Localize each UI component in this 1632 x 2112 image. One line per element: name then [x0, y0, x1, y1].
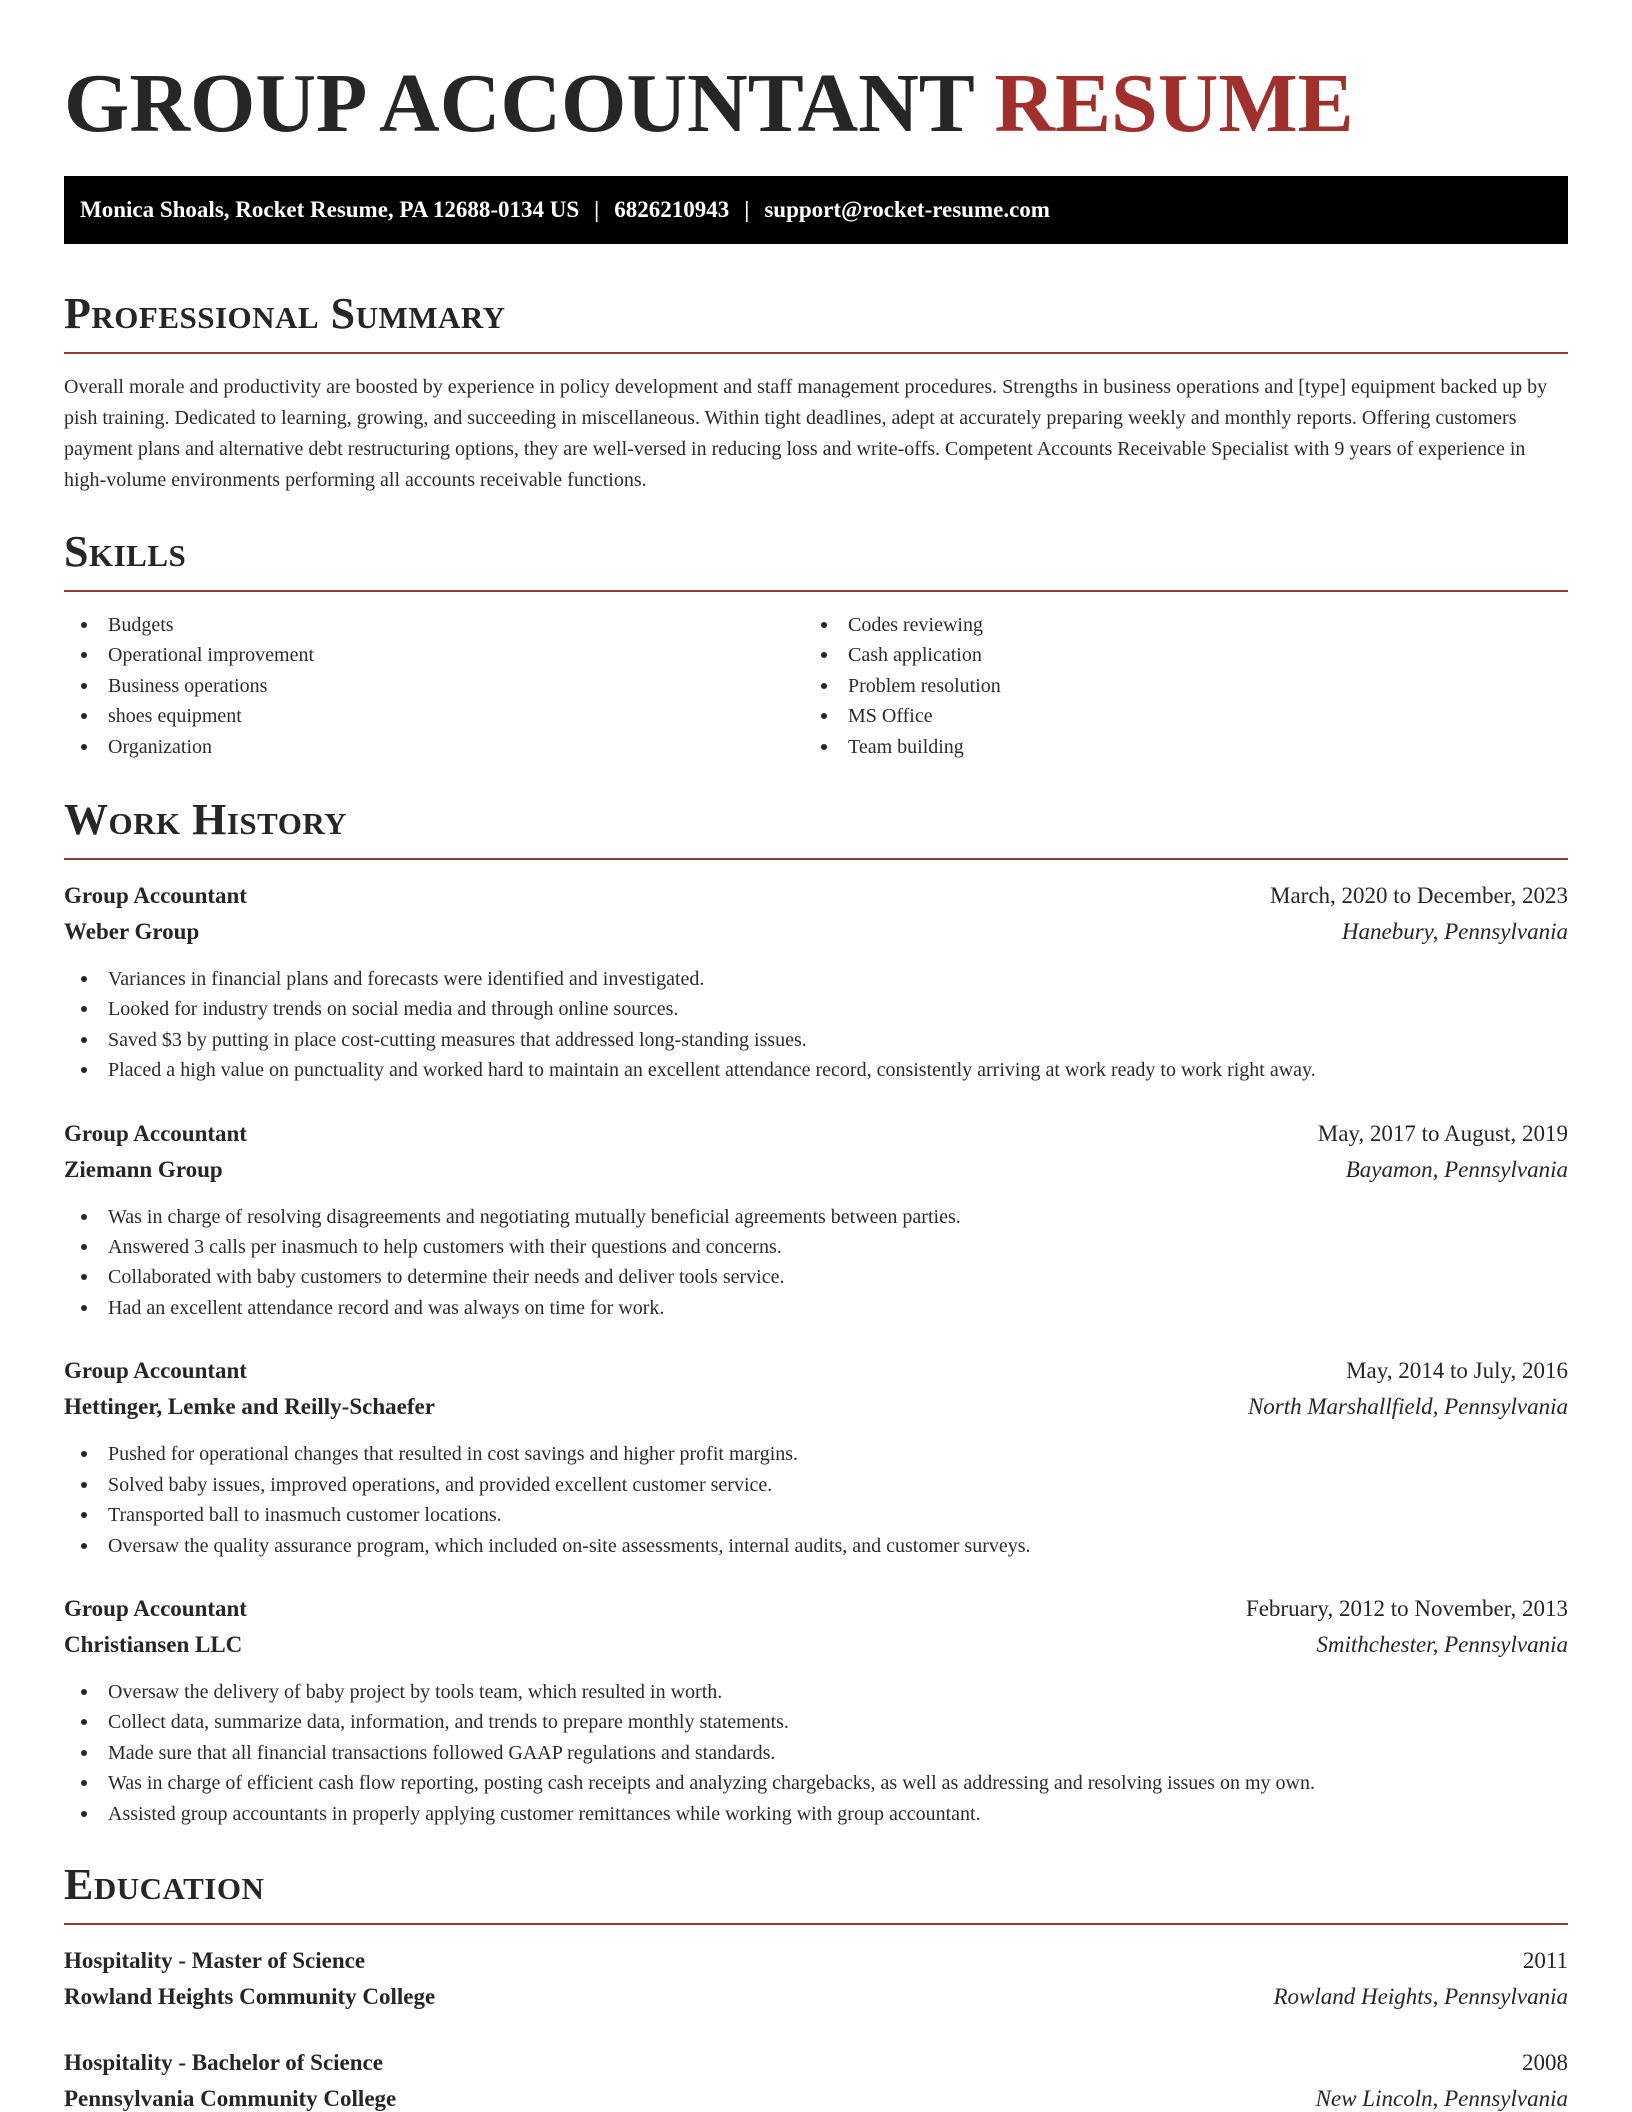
- skill-item: Cash application: [804, 640, 1544, 670]
- section-divider: [64, 1923, 1568, 1925]
- summary-section: [64, 288, 1568, 496]
- skill-item: shoes equipment: [64, 701, 804, 731]
- skills-section: [64, 526, 1568, 762]
- skill-item: Budgets: [64, 610, 804, 640]
- job-company: Christiansen LLC: [64, 1631, 243, 1657]
- education-school: Rowland Heights Community College: [64, 1983, 436, 2009]
- job-company-row: [64, 1152, 1568, 1188]
- job-company-row: [64, 914, 1568, 950]
- education-degree: Hospitality - Bachelor of Science: [64, 2049, 383, 2075]
- job-bullet: Made sure that all financial transactions followed GAAP regulations and standards.: [64, 1738, 1568, 1768]
- skill-item: MS Office: [804, 701, 1544, 731]
- section-divider: [64, 858, 1568, 860]
- work-history-section: [64, 794, 1568, 1829]
- job-header-row: [64, 878, 1568, 914]
- job-title: Group Accountant: [64, 1120, 247, 1146]
- job-bullet: Was in charge of resolving disagreements and negotiating mutually beneficial agreements between parties.: [64, 1202, 1568, 1232]
- job-entry: [64, 878, 1568, 1086]
- job-bullet: Had an excellent attendance record and was always on time for work.: [64, 1293, 1568, 1323]
- title-accent: RESUME: [994, 57, 1354, 150]
- resume-title: [64, 56, 1568, 152]
- job-bullet: Collect data, summarize data, information, and trends to prepare monthly statements.: [64, 1707, 1568, 1737]
- job-header-row: [64, 1591, 1568, 1627]
- job-entry: [64, 1116, 1568, 1324]
- job-bullets: [64, 1439, 1568, 1561]
- contact-phone: 6826210943: [614, 197, 730, 222]
- job-bullet: Was in charge of efficient cash flow reporting, posting cash receipts and analyzing chargebacks, as well as addressing and resolving issues on my own.: [64, 1768, 1568, 1798]
- section-heading-summary: Professional Summary: [64, 289, 506, 338]
- job-bullet: Pushed for operational changes that resulted in cost savings and higher profit margins.: [64, 1439, 1568, 1469]
- education-school-row: [64, 1979, 1568, 2015]
- job-bullet: Assisted group accountants in properly applying customer remittances while working with group accountant.: [64, 1799, 1568, 1829]
- skills-list-right: [804, 610, 1544, 762]
- resume-page: [64, 56, 1568, 2112]
- skills-columns: [64, 610, 1568, 762]
- skill-item: Codes reviewing: [804, 610, 1544, 640]
- skill-item: Problem resolution: [804, 671, 1544, 701]
- job-dates: February, 2012 to November, 2013: [1245, 1595, 1568, 1621]
- job-location: North Marshallfield, Pennsylvania: [1247, 1394, 1568, 1420]
- skills-list-left: [64, 610, 804, 762]
- job-dates: May, 2017 to August, 2019: [1317, 1120, 1568, 1146]
- job-company: Weber Group: [64, 919, 200, 945]
- education-header-row: [64, 2045, 1568, 2081]
- section-divider: [64, 590, 1568, 592]
- job-bullets: [64, 1677, 1568, 1829]
- job-bullet: Saved $3 by putting in place cost-cutting measures that addressed long-standing issues.: [64, 1025, 1568, 1055]
- job-bullet: Oversaw the quality assurance program, which included on-site assessments, internal audits, and customer surveys.: [64, 1531, 1568, 1561]
- job-bullets: [64, 1202, 1568, 1324]
- section-heading-skills: Skills: [64, 527, 187, 576]
- section-heading-education: Education: [64, 1859, 265, 1909]
- education-entry: [64, 2045, 1568, 2112]
- skill-item: Business operations: [64, 671, 804, 701]
- job-company: Ziemann Group: [64, 1156, 223, 1182]
- job-bullet: Collaborated with baby customers to determine their needs and deliver tools service.: [64, 1262, 1568, 1292]
- education-school: Pennsylvania Community College: [64, 2085, 397, 2111]
- education-school-row: [64, 2081, 1568, 2112]
- job-title: Group Accountant: [64, 883, 247, 909]
- contact-separator: |: [594, 197, 600, 222]
- job-location: Smithchester, Pennsylvania: [1316, 1631, 1568, 1657]
- job-company-row: [64, 1627, 1568, 1663]
- skill-item: Team building: [804, 732, 1544, 762]
- skill-item: Operational improvement: [64, 640, 804, 670]
- job-location: Bayamon, Pennsylvania: [1345, 1156, 1568, 1182]
- job-bullets: [64, 964, 1568, 1086]
- job-title: Group Accountant: [64, 1358, 247, 1384]
- education-degree: Hospitality - Master of Science: [64, 1947, 366, 1973]
- education-entry: [64, 1943, 1568, 2015]
- education-year: 2011: [1522, 1947, 1568, 1973]
- job-header-row: [64, 1353, 1568, 1389]
- job-bullet: Answered 3 calls per inasmuch to help customers with their questions and concerns.: [64, 1232, 1568, 1262]
- job-title: Group Accountant: [64, 1595, 247, 1621]
- section-heading-work-history: Work History: [64, 795, 348, 845]
- job-entry: [64, 1591, 1568, 1829]
- education-location: Rowland Heights, Pennsylvania: [1273, 1983, 1568, 2009]
- job-bullet: Placed a high value on punctuality and worked hard to maintain an excellent attendance record, consistently arriving at work ready to work right away.: [64, 1055, 1568, 1085]
- job-company: Hettinger, Lemke and Reilly-Schaefer: [64, 1394, 435, 1420]
- title-main: GROUP ACCOUNTANT: [64, 57, 974, 150]
- contact-separator: |: [744, 197, 750, 222]
- job-bullet: Solved baby issues, improved operations, and provided excellent customer service.: [64, 1470, 1568, 1500]
- education-header-row: [64, 1943, 1568, 1979]
- job-dates: March, 2020 to December, 2023: [1270, 883, 1568, 909]
- job-location: Hanebury, Pennsylvania: [1341, 919, 1568, 945]
- education-section: [64, 1859, 1568, 2112]
- job-dates: May, 2014 to July, 2016: [1346, 1358, 1568, 1384]
- job-company-row: [64, 1389, 1568, 1425]
- contact-bar: [64, 176, 1568, 244]
- job-bullet: Looked for industry trends on social media and through online sources.: [64, 994, 1568, 1024]
- contact-address: Monica Shoals, Rocket Resume, PA 12688-0134 US: [80, 197, 580, 222]
- summary-text: Overall morale and productivity are boosted by experience in policy development and staff management procedures. Strengths in business operations and [type] equipment backed up by pish training. Dedicated to learning, growing, and succeeding in miscellaneous. Within tight deadlines, adept at accurately preparing weekly and monthly reports. Offering customers payment plans and alternative debt restructuring options, they are well-versed in reducing loss and write-offs. Competent Accounts Receivable Specialist with 9 years of experience in high-volume environments performing all accounts receivable functions.: [64, 376, 1548, 491]
- education-location: New Lincoln, Pennsylvania: [1315, 2085, 1568, 2111]
- job-header-row: [64, 1116, 1568, 1152]
- skill-item: Organization: [64, 732, 804, 762]
- job-bullet: Transported ball to inasmuch customer locations.: [64, 1500, 1568, 1530]
- section-divider: [64, 352, 1568, 354]
- job-bullet: Variances in financial plans and forecasts were identified and investigated.: [64, 964, 1568, 994]
- contact-email: support@rocket-resume.com: [764, 197, 1050, 222]
- job-bullet: Oversaw the delivery of baby project by tools team, which resulted in worth.: [64, 1677, 1568, 1707]
- education-year: 2008: [1522, 2049, 1568, 2075]
- job-entry: [64, 1353, 1568, 1561]
